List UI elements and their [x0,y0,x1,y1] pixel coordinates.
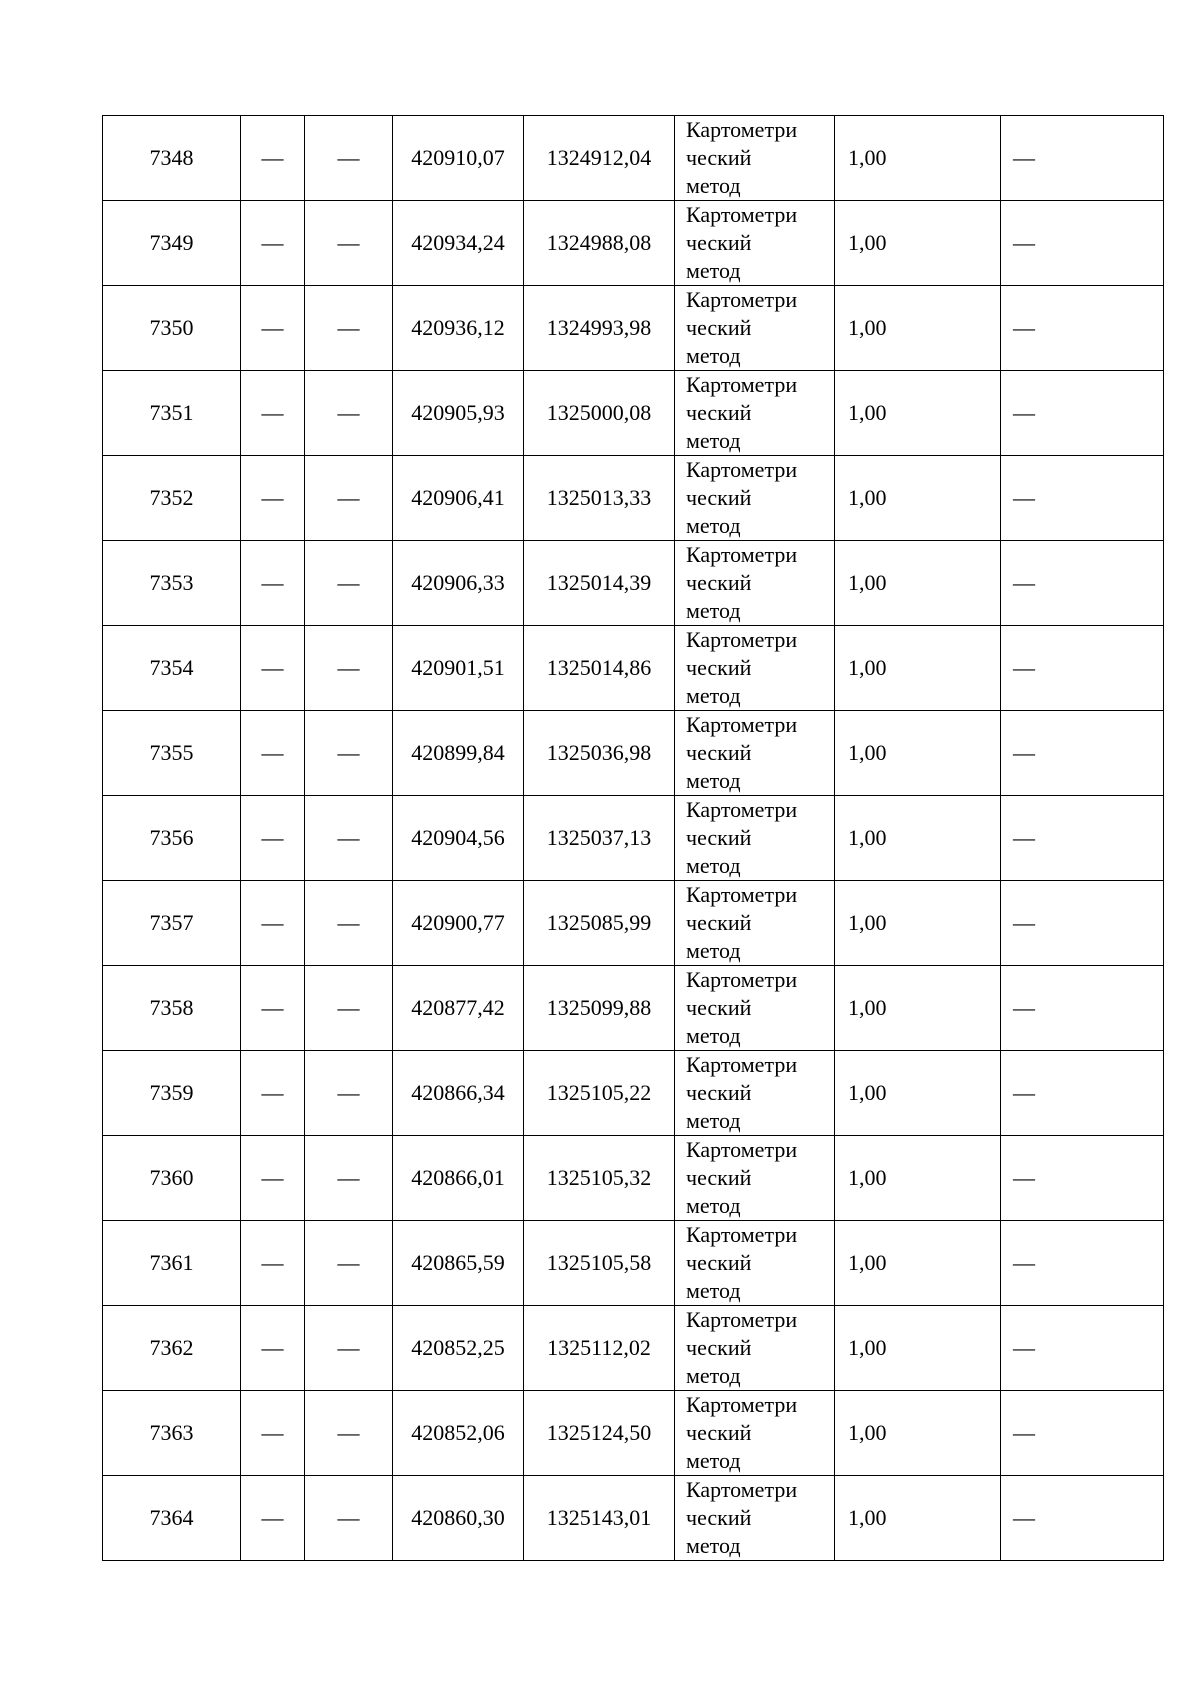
method-text-line: ческий [686,1165,752,1190]
method-cell [675,626,835,711]
table-row [103,371,1164,456]
table-row [103,1136,1164,1221]
method-cell [675,796,835,881]
y-coordinate-cell: 1325143,01 [524,1476,675,1561]
method-text-line: ческий [686,1335,752,1360]
empty-value-cell: — [1001,966,1164,1051]
x-coordinate-cell: 420865,59 [393,1221,524,1306]
empty-value-cell: — [1001,286,1164,371]
table-row [103,456,1164,541]
accuracy-cell: 1,00 [835,1051,1001,1136]
empty-value-cell: — [241,1221,305,1306]
empty-value-cell: — [305,626,393,711]
method-text-line: метод [686,598,741,623]
method-text-line: Картометри [686,1392,798,1417]
y-coordinate-cell: 1325036,98 [524,711,675,796]
point-number-cell: 7352 [103,456,241,541]
empty-value-cell: — [305,456,393,541]
x-coordinate-cell: 420866,01 [393,1136,524,1221]
point-number-cell: 7351 [103,371,241,456]
table-row [103,201,1164,286]
method-text-line: Картометри [686,797,798,822]
method-text-line: ческий [686,740,752,765]
method-text-line: метод [686,1278,741,1303]
method-cell [675,1391,835,1476]
method-text-line: метод [686,853,741,878]
x-coordinate-cell: 420852,06 [393,1391,524,1476]
method-cell [675,1221,835,1306]
empty-value-cell: — [241,1306,305,1391]
empty-value-cell: — [305,116,393,201]
empty-value-cell: — [305,1391,393,1476]
method-text-line: ческий [686,315,752,340]
method-cell [675,1306,835,1391]
empty-value-cell: — [1001,881,1164,966]
x-coordinate-cell: 420910,07 [393,116,524,201]
empty-value-cell: — [241,796,305,881]
method-text-line: Картометри [686,287,798,312]
method-text-line: ческий [686,400,752,425]
empty-value-cell: — [305,201,393,286]
method-text-line: Картометри [686,1222,798,1247]
empty-value-cell: — [305,286,393,371]
empty-value-cell: — [305,371,393,456]
empty-value-cell: — [241,456,305,541]
accuracy-cell: 1,00 [835,1391,1001,1476]
method-text-line: ческий [686,485,752,510]
point-number-cell: 7356 [103,796,241,881]
method-text-line: Картометри [686,542,798,567]
empty-value-cell: — [241,881,305,966]
empty-value-cell: — [241,286,305,371]
point-number-cell: 7353 [103,541,241,626]
method-text-line: метод [686,768,741,793]
accuracy-cell: 1,00 [835,456,1001,541]
empty-value-cell: — [241,1476,305,1561]
point-number-cell: 7364 [103,1476,241,1561]
x-coordinate-cell: 420901,51 [393,626,524,711]
coordinates-table [102,115,1164,1561]
x-coordinate-cell: 420852,25 [393,1306,524,1391]
y-coordinate-cell: 1325105,58 [524,1221,675,1306]
point-number-cell: 7357 [103,881,241,966]
empty-value-cell: — [1001,1391,1164,1476]
method-text-line: Картометри [686,1477,798,1502]
empty-value-cell: — [305,966,393,1051]
method-text-line: метод [686,513,741,538]
method-cell [675,371,835,456]
point-number-cell: 7350 [103,286,241,371]
method-cell [675,711,835,796]
empty-value-cell: — [241,1051,305,1136]
method-text-line: Картометри [686,882,798,907]
empty-value-cell: — [305,1051,393,1136]
method-text-line: ческий [686,655,752,680]
point-number-cell: 7359 [103,1051,241,1136]
empty-value-cell: — [241,1136,305,1221]
x-coordinate-cell: 420860,30 [393,1476,524,1561]
empty-value-cell: — [241,1391,305,1476]
accuracy-cell: 1,00 [835,116,1001,201]
method-text-line: ческий [686,570,752,595]
empty-value-cell: — [1001,1476,1164,1561]
accuracy-cell: 1,00 [835,1476,1001,1561]
method-cell [675,1051,835,1136]
method-text-line: ческий [686,1505,752,1530]
method-text-line: Картометри [686,457,798,482]
accuracy-cell: 1,00 [835,286,1001,371]
x-coordinate-cell: 420899,84 [393,711,524,796]
table-row [103,286,1164,371]
method-text-line: метод [686,343,741,368]
method-cell [675,541,835,626]
empty-value-cell: — [305,1306,393,1391]
method-text-line: Картометри [686,627,798,652]
method-cell [675,1476,835,1561]
empty-value-cell: — [305,1476,393,1561]
method-text-line: ческий [686,1250,752,1275]
empty-value-cell: — [241,371,305,456]
accuracy-cell: 1,00 [835,201,1001,286]
empty-value-cell: — [305,1136,393,1221]
method-cell [675,286,835,371]
method-text-line: метод [686,1363,741,1388]
empty-value-cell: — [1001,456,1164,541]
x-coordinate-cell: 420866,34 [393,1051,524,1136]
method-cell [675,966,835,1051]
accuracy-cell: 1,00 [835,881,1001,966]
y-coordinate-cell: 1325014,39 [524,541,675,626]
table-row [103,116,1164,201]
empty-value-cell: — [241,966,305,1051]
table-row [103,881,1164,966]
table-body [103,116,1164,1561]
empty-value-cell: — [1001,371,1164,456]
x-coordinate-cell: 420904,56 [393,796,524,881]
empty-value-cell: — [1001,1221,1164,1306]
empty-value-cell: — [241,711,305,796]
table-row [103,1476,1164,1561]
method-text-line: метод [686,1448,741,1473]
y-coordinate-cell: 1325105,22 [524,1051,675,1136]
x-coordinate-cell: 420934,24 [393,201,524,286]
accuracy-cell: 1,00 [835,711,1001,796]
table-row [103,626,1164,711]
y-coordinate-cell: 1325085,99 [524,881,675,966]
empty-value-cell: — [1001,541,1164,626]
point-number-cell: 7363 [103,1391,241,1476]
table-row [103,1051,1164,1136]
x-coordinate-cell: 420936,12 [393,286,524,371]
accuracy-cell: 1,00 [835,371,1001,456]
empty-value-cell: — [305,711,393,796]
empty-value-cell: — [1001,1051,1164,1136]
method-text-line: ческий [686,230,752,255]
method-text-line: Картометри [686,967,798,992]
y-coordinate-cell: 1325000,08 [524,371,675,456]
accuracy-cell: 1,00 [835,1306,1001,1391]
empty-value-cell: — [241,541,305,626]
point-number-cell: 7349 [103,201,241,286]
method-text-line: ческий [686,910,752,935]
y-coordinate-cell: 1325014,86 [524,626,675,711]
method-text-line: Картометри [686,117,798,142]
table-row [103,796,1164,881]
empty-value-cell: — [305,1221,393,1306]
method-text-line: метод [686,1533,741,1558]
y-coordinate-cell: 1325099,88 [524,966,675,1051]
accuracy-cell: 1,00 [835,541,1001,626]
point-number-cell: 7361 [103,1221,241,1306]
method-text-line: метод [686,173,741,198]
empty-value-cell: — [1001,1306,1164,1391]
method-text-line: Картометри [686,372,798,397]
empty-value-cell: — [305,796,393,881]
method-cell [675,1136,835,1221]
empty-value-cell: — [1001,1136,1164,1221]
method-text-line: метод [686,1193,741,1218]
empty-value-cell: — [1001,711,1164,796]
y-coordinate-cell: 1325105,32 [524,1136,675,1221]
empty-value-cell: — [1001,201,1164,286]
accuracy-cell: 1,00 [835,966,1001,1051]
x-coordinate-cell: 420905,93 [393,371,524,456]
method-text-line: метод [686,428,741,453]
accuracy-cell: 1,00 [835,1221,1001,1306]
method-text-line: Картометри [686,1137,798,1162]
table-row [103,966,1164,1051]
point-number-cell: 7348 [103,116,241,201]
y-coordinate-cell: 1324912,04 [524,116,675,201]
empty-value-cell: — [305,881,393,966]
method-text-line: Картометри [686,202,798,227]
method-text-line: ческий [686,145,752,170]
y-coordinate-cell: 1325124,50 [524,1391,675,1476]
empty-value-cell: — [305,541,393,626]
method-text-line: Картометри [686,1052,798,1077]
y-coordinate-cell: 1324993,98 [524,286,675,371]
method-text-line: метод [686,1023,741,1048]
method-text-line: Картометри [686,1307,798,1332]
table-row [103,1306,1164,1391]
x-coordinate-cell: 420877,42 [393,966,524,1051]
x-coordinate-cell: 420906,41 [393,456,524,541]
point-number-cell: 7360 [103,1136,241,1221]
point-number-cell: 7362 [103,1306,241,1391]
x-coordinate-cell: 420900,77 [393,881,524,966]
point-number-cell: 7355 [103,711,241,796]
method-text-line: ческий [686,995,752,1020]
method-cell [675,881,835,966]
empty-value-cell: — [1001,626,1164,711]
method-text-line: ческий [686,1420,752,1445]
method-text-line: ческий [686,825,752,850]
method-cell [675,116,835,201]
empty-value-cell: — [241,116,305,201]
table-row [103,541,1164,626]
y-coordinate-cell: 1325013,33 [524,456,675,541]
point-number-cell: 7358 [103,966,241,1051]
y-coordinate-cell: 1325037,13 [524,796,675,881]
method-text-line: метод [686,938,741,963]
point-number-cell: 7354 [103,626,241,711]
accuracy-cell: 1,00 [835,796,1001,881]
x-coordinate-cell: 420906,33 [393,541,524,626]
method-text-line: Картометри [686,712,798,737]
empty-value-cell: — [1001,116,1164,201]
empty-value-cell: — [241,626,305,711]
table-row [103,711,1164,796]
accuracy-cell: 1,00 [835,1136,1001,1221]
y-coordinate-cell: 1324988,08 [524,201,675,286]
y-coordinate-cell: 1325112,02 [524,1306,675,1391]
empty-value-cell: — [1001,796,1164,881]
table-row [103,1221,1164,1306]
accuracy-cell: 1,00 [835,626,1001,711]
method-text-line: метод [686,258,741,283]
method-cell [675,456,835,541]
method-text-line: метод [686,1108,741,1133]
method-text-line: ческий [686,1080,752,1105]
empty-value-cell: — [241,201,305,286]
table-row [103,1391,1164,1476]
method-cell [675,201,835,286]
method-text-line: метод [686,683,741,708]
